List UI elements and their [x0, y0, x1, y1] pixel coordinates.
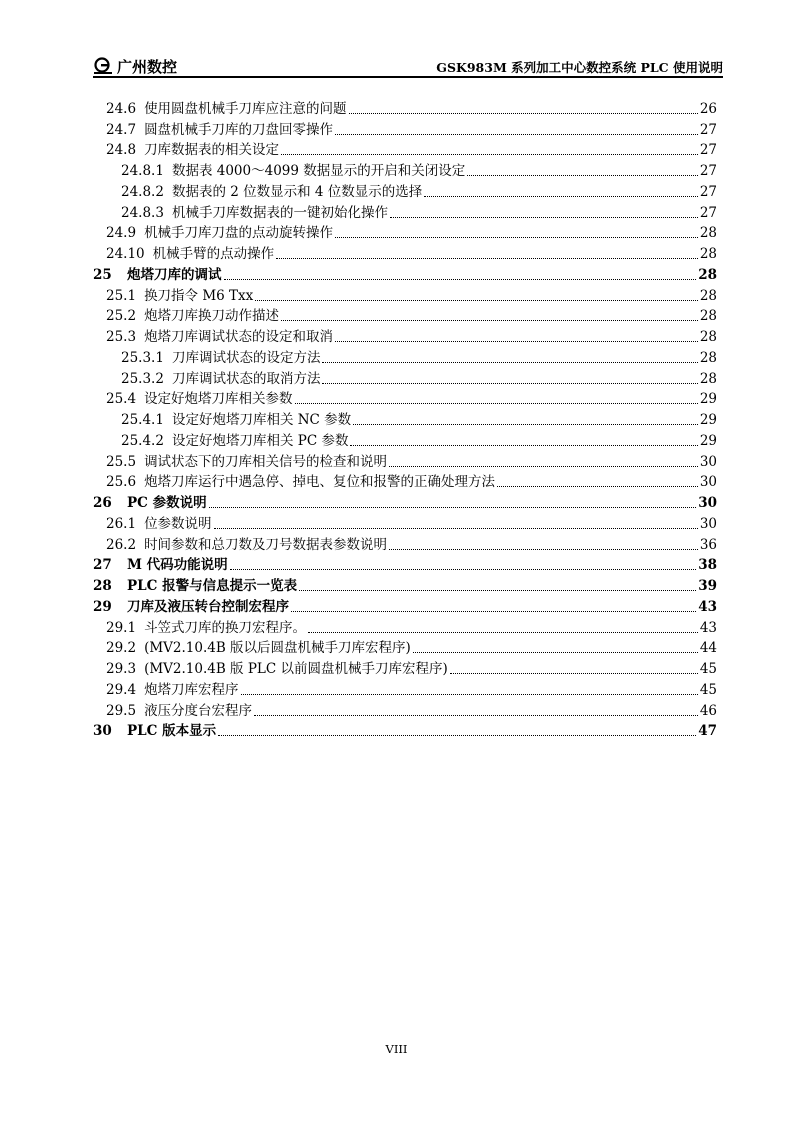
- toc-dot-leader: [308, 632, 698, 633]
- toc-dot-leader: [299, 590, 696, 591]
- toc-entry-page: 28: [699, 308, 717, 325]
- toc-entry[interactable]: [93, 138, 717, 159]
- toc-entry-page: 30: [698, 495, 717, 511]
- toc-dot-leader: [424, 196, 698, 197]
- toc-entry-title: 位参数说明: [144, 515, 212, 532]
- toc-dot-leader: [335, 341, 698, 342]
- toc-entry-number: 29.2: [106, 640, 137, 657]
- toc-entry-page: 30: [699, 453, 717, 470]
- toc-dot-leader: [230, 569, 697, 570]
- toc-dot-leader: [276, 258, 698, 259]
- toc-entry-number: 25.3.2: [121, 370, 164, 387]
- toc-entry-title: 机械手刀库刀盘的点动旋转操作: [144, 225, 334, 242]
- toc-entry-page: 47: [698, 723, 717, 740]
- toc-entry-title: 液压分度台宏程序: [144, 702, 253, 719]
- toc-entry-title: 炮塔刀库运行中遇急停、掉电、复位和报警的正确处理方法: [144, 474, 496, 491]
- toc-entry-number: 26.1: [106, 515, 137, 532]
- toc-entry-page: 46: [699, 702, 717, 719]
- toc-dot-leader: [281, 154, 698, 155]
- toc-entry-page: 28: [699, 370, 717, 387]
- toc-entry-title: 数据表 4000～4099 数据显示的开启和关闭设定: [171, 163, 466, 179]
- toc-entry[interactable]: [93, 449, 717, 470]
- toc-entry-number: 25: [93, 266, 112, 283]
- toc-dot-leader: [218, 735, 696, 736]
- toc-entry-title: 刀库及液压转台控制宏程序: [127, 598, 289, 615]
- toc-entry-title: 斗笠式刀库的换刀宏程序。: [144, 619, 307, 636]
- toc-entry-page: 28: [699, 246, 717, 262]
- toc-entry-title: 炮塔刀库宏程序: [144, 681, 239, 698]
- toc-entry-title: 炮塔刀库调试状态的设定和取消: [144, 329, 334, 345]
- toc-entry[interactable]: [93, 117, 717, 138]
- toc-entry-number: 24.10: [106, 246, 145, 262]
- toc-entry-page: 28: [699, 287, 717, 304]
- toc-entry-page: 27: [699, 121, 717, 138]
- page-number: VIII: [385, 1042, 408, 1056]
- toc-dot-leader: [497, 486, 698, 487]
- toc-entry-page: 39: [698, 578, 717, 594]
- toc-entry-number: 28: [93, 578, 112, 594]
- toc-entry[interactable]: [93, 96, 717, 117]
- toc-entry-page: 27: [699, 183, 717, 200]
- toc-dot-leader: [413, 652, 698, 653]
- toc-entry-title: PLC 版本显示: [127, 723, 217, 740]
- toc-entry-title: 使用圆盘机械手刀库应注意的问题: [144, 100, 347, 117]
- toc-entry-page: 30: [699, 474, 717, 491]
- toc-dot-leader: [353, 424, 698, 425]
- toc-entry-number: 25.4: [106, 391, 137, 408]
- toc-dot-leader: [241, 694, 698, 695]
- toc-entry-page: 43: [698, 598, 717, 615]
- toc-entry-title: 刀库数据表的相关设定: [144, 142, 280, 159]
- toc-entry-title: (MV2.10.4B 版 PLC 以前圆盘机械手刀库宏程序): [144, 661, 448, 677]
- toc-entry-page: 29: [699, 412, 717, 428]
- toc-dot-leader: [209, 507, 697, 508]
- logo-text: 广州数控: [117, 57, 178, 76]
- toc-entry[interactable]: [93, 573, 717, 594]
- toc-entry[interactable]: [93, 428, 717, 449]
- toc-entry[interactable]: [93, 158, 717, 179]
- toc-dot-leader: [389, 466, 698, 467]
- toc-dot-leader: [214, 528, 698, 529]
- toc-entry[interactable]: [93, 698, 717, 719]
- toc-entry-page: 27: [699, 163, 717, 179]
- toc-entry-page: 26: [699, 100, 717, 117]
- toc-entry[interactable]: [93, 677, 717, 698]
- toc-dot-leader: [255, 300, 698, 301]
- toc-entry-number: 25.4.2: [121, 432, 164, 449]
- toc-entry-title: (MV2.10.4B 版以后圆盘机械手刀库宏程序): [144, 640, 411, 657]
- toc-entry[interactable]: [93, 636, 717, 657]
- toc-entry-title: 换刀指令 M6 Txx: [144, 287, 254, 304]
- toc-entry-title: 机械手臂的点动操作: [152, 246, 275, 262]
- toc-entry-title: 设定好炮塔刀库相关 PC 参数: [171, 432, 349, 449]
- toc-entry-title: 刀库调试状态的设定方法: [171, 349, 321, 366]
- toc-entry[interactable]: [93, 387, 717, 408]
- toc-entry-page: 28: [698, 266, 717, 283]
- toc-entry-page: 45: [699, 681, 717, 698]
- toc-entry-number: 24.8.3: [121, 204, 164, 221]
- toc-entry-number: 29.4: [106, 681, 137, 698]
- toc-entry-number: 27: [93, 557, 112, 574]
- toc-entry[interactable]: [93, 179, 717, 200]
- toc-entry[interactable]: [93, 304, 717, 325]
- toc-entry-title: PC 参数说明: [127, 495, 207, 511]
- toc-entry[interactable]: [93, 407, 717, 428]
- toc-entry[interactable]: [93, 200, 717, 221]
- toc-dot-leader: [467, 175, 698, 176]
- toc-entry-page: 43: [699, 619, 717, 636]
- toc-entry-title: 设定好炮塔刀库相关 NC 参数: [171, 412, 352, 428]
- toc-dot-leader: [224, 279, 697, 280]
- toc-entry-page: 29: [699, 391, 717, 408]
- toc-entry-number: 25.2: [106, 308, 137, 325]
- toc-entry-number: 25.5: [106, 453, 137, 470]
- toc-entry-page: 27: [699, 204, 717, 221]
- toc-entry[interactable]: [93, 553, 717, 574]
- toc-entry-number: 24.7: [106, 121, 137, 138]
- toc-entry-number: 30: [93, 723, 112, 740]
- toc-entry-title: 圆盘机械手刀库的刀盘回零操作: [144, 121, 334, 138]
- toc-entry-number: 24.9: [106, 225, 137, 242]
- toc-entry-title: 时间参数和总刀数及刀号数据表参数说明: [144, 536, 388, 553]
- toc-entry-page: 27: [699, 142, 717, 159]
- toc-entry-page: 28: [699, 225, 717, 242]
- toc-entry-title: 炮塔刀库的调试: [127, 266, 222, 283]
- toc-entry[interactable]: [93, 719, 717, 740]
- toc-entry-page: 38: [698, 557, 717, 574]
- toc-entry-title: 设定好炮塔刀库相关参数: [144, 391, 293, 408]
- toc-entry[interactable]: [93, 345, 717, 366]
- toc-entry-page: 30: [699, 515, 717, 532]
- toc-entry-title: 刀库调试状态的取消方法: [171, 370, 321, 387]
- toc-dot-leader: [281, 320, 698, 321]
- toc-entry[interactable]: [93, 615, 717, 636]
- toc-entry-title: PLC 报警与信息提示一览表: [127, 578, 298, 594]
- toc-entry-number: 26.2: [106, 536, 137, 553]
- toc-dot-leader: [322, 362, 697, 363]
- toc-entry[interactable]: [93, 366, 717, 387]
- toc-entry[interactable]: [93, 221, 717, 242]
- toc-entry-number: 25.3.1: [121, 349, 164, 366]
- toc-entry[interactable]: [93, 470, 717, 491]
- toc-entry[interactable]: [93, 241, 717, 262]
- gsk-logo-icon: [93, 57, 115, 75]
- toc-entry[interactable]: [93, 511, 717, 532]
- toc-dot-leader: [254, 715, 698, 716]
- header-divider: [93, 76, 723, 78]
- table-of-contents: [93, 96, 717, 739]
- toc-dot-leader: [390, 217, 698, 218]
- toc-dot-leader: [291, 611, 696, 612]
- toc-dot-leader: [450, 673, 698, 674]
- toc-entry-title: 炮塔刀库换刀动作描述: [144, 308, 280, 325]
- toc-entry-title: 数据表的 2 位数显示和 4 位数显示的选择: [171, 183, 423, 200]
- toc-dot-leader: [335, 134, 698, 135]
- toc-entry-number: 24.6: [106, 100, 137, 117]
- toc-entry-number: 29.5: [106, 702, 137, 719]
- toc-entry-number: 24.8.2: [121, 183, 164, 200]
- toc-entry-number: 29.3: [106, 661, 137, 677]
- toc-entry-title: 调试状态下的刀库相关信号的检查和说明: [144, 453, 388, 470]
- toc-dot-leader: [350, 445, 697, 446]
- toc-dot-leader: [295, 403, 698, 404]
- toc-entry-number: 24.8.1: [121, 163, 164, 179]
- toc-entry-number: 25.1: [106, 287, 137, 304]
- toc-entry-page: 45: [699, 661, 717, 677]
- toc-entry-page: 44: [699, 640, 717, 657]
- page-header: [93, 56, 723, 76]
- toc-entry[interactable]: [93, 532, 717, 553]
- toc-entry-number: 29: [93, 598, 112, 615]
- toc-entry[interactable]: [93, 490, 717, 511]
- toc-entry-number: 25.3: [106, 329, 137, 345]
- toc-entry-number: 25.6: [106, 474, 137, 491]
- toc-entry-page: 28: [699, 329, 717, 345]
- toc-dot-leader: [335, 237, 698, 238]
- toc-entry-page: 36: [699, 536, 717, 553]
- toc-entry-number: 24.8: [106, 142, 137, 159]
- toc-entry-number: 26: [93, 495, 112, 511]
- toc-entry-page: 29: [699, 432, 717, 449]
- toc-entry[interactable]: [93, 262, 717, 283]
- toc-dot-leader: [322, 383, 697, 384]
- company-logo: [93, 56, 177, 76]
- toc-entry[interactable]: [93, 594, 717, 615]
- toc-entry-title: 机械手刀库数据表的一键初始化操作: [171, 204, 388, 221]
- toc-entry[interactable]: [93, 283, 717, 304]
- toc-entry[interactable]: [93, 324, 717, 345]
- toc-entry-page: 28: [699, 349, 717, 366]
- toc-entry[interactable]: [93, 656, 717, 677]
- toc-dot-leader: [389, 549, 698, 550]
- document-title: GSK983M 系列加工中心数控系统 PLC 使用说明: [436, 60, 723, 75]
- toc-entry-number: 29.1: [106, 619, 137, 636]
- toc-entry-number: 25.4.1: [121, 412, 164, 428]
- toc-dot-leader: [349, 113, 698, 114]
- toc-entry-title: M 代码功能说明: [127, 557, 228, 574]
